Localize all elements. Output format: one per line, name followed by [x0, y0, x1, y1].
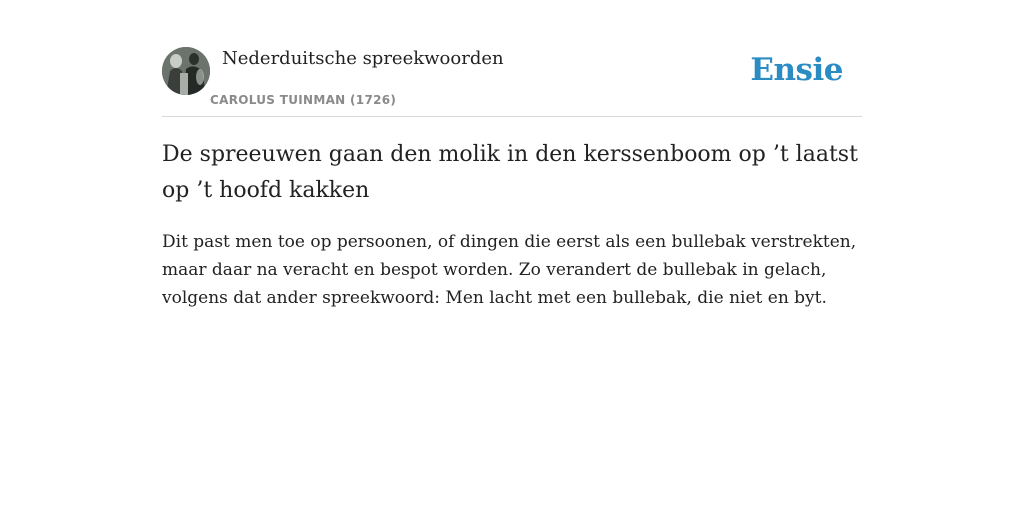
author-avatar[interactable] — [162, 47, 210, 95]
ensie-logo[interactable]: Ensie — [750, 52, 843, 88]
entry-headline: De spreeuwen gaan den molik in den kerssenboom op ’t laatst op ’t hoofd kakken — [162, 142, 858, 203]
entry-body: Dit past men toe op persoonen, of dingen die eerst als een bullebak verstrekten, maar daar na veracht en bespot worden. Zo verandert de bullebak in gelach, volgens dat ander spreekwoord: Men lacht met een bullebak, die niet en byt. — [162, 232, 857, 308]
author-name[interactable]: CAROLUS TUINMAN (1726) — [210, 93, 397, 107]
book-title[interactable]: Nederduitsche spreekwoorden — [222, 48, 504, 69]
author-portrait-icon — [162, 47, 210, 95]
header — [162, 46, 862, 117]
